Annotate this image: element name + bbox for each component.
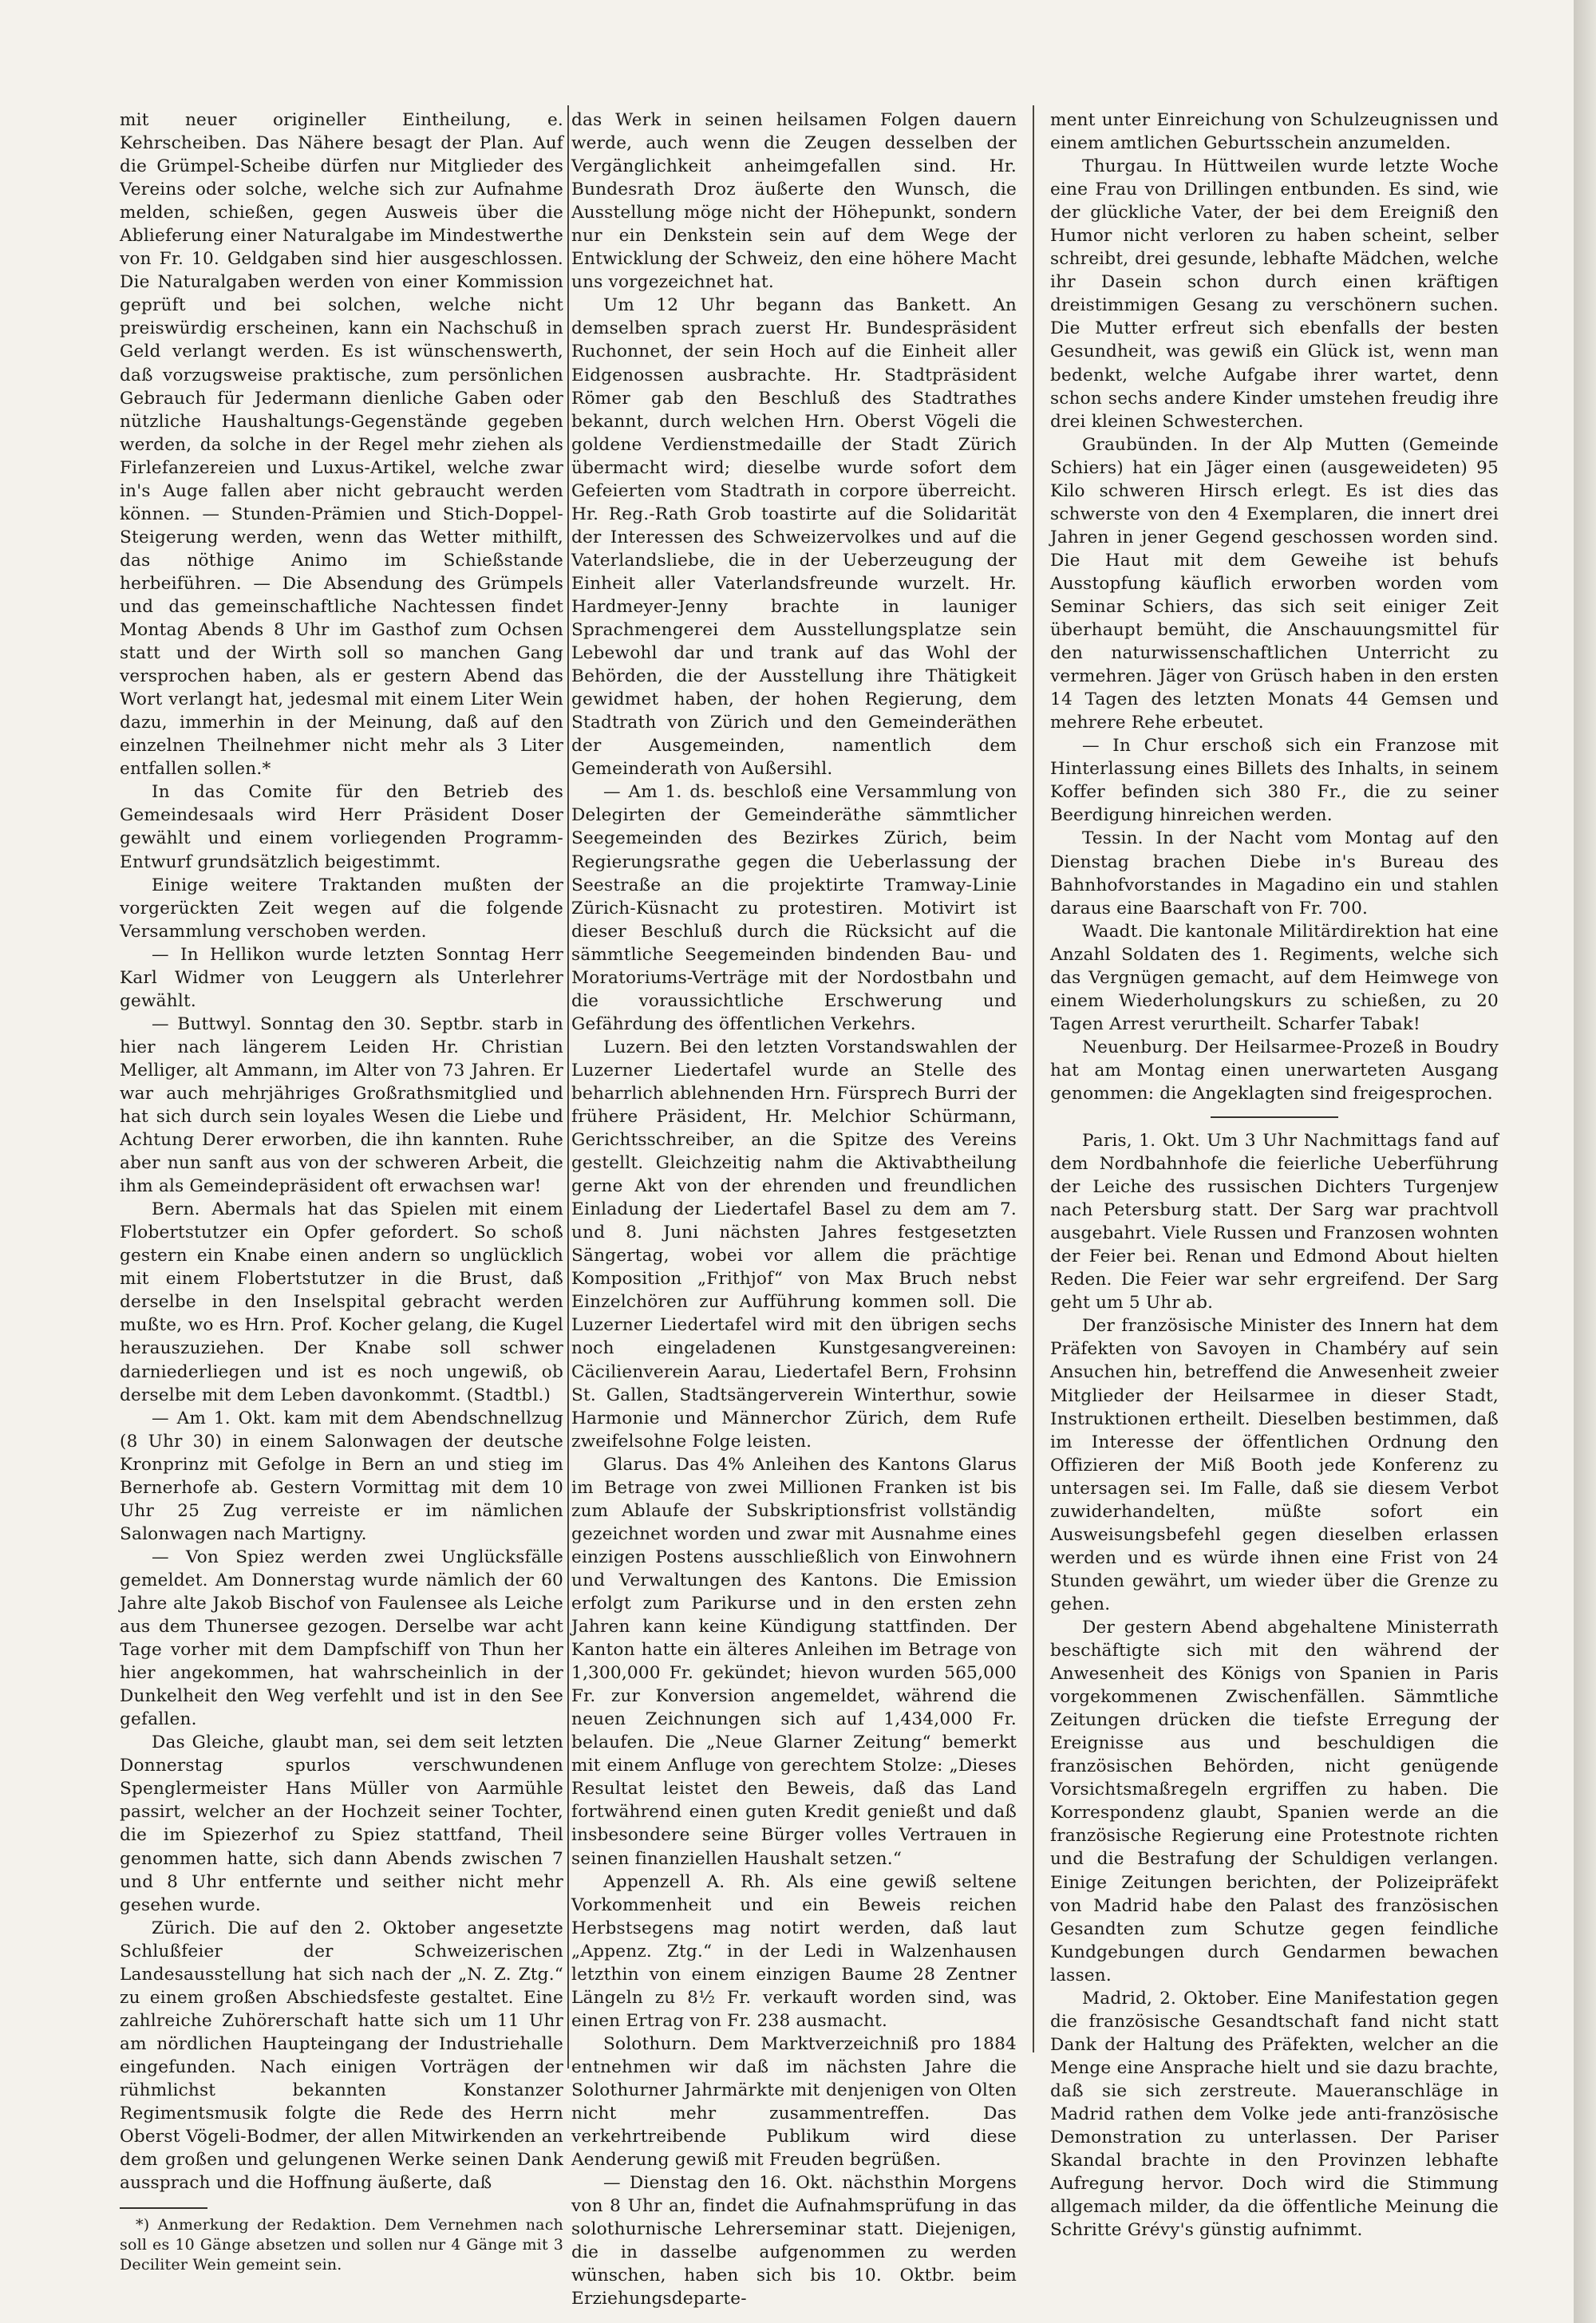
article-paragraph: Glarus. Das 4% Anleihen des Kantons Glarus im Betrage von zwei Millionen Franken ist bis zum Ablaufe der Subskriptionsfrist vollständig gezeichnet worden und zwar mit Ausnahme eines einzigen Postens ausschließlich von Einwohnern und Verwaltungen des Kantons. Die Emission erfolgt zum Parikurse und in den ersten zehn Jahren kann keine Kündigung stattfinden. Der Kanton hatte ein älteres Anleihen im Betrage von 1,300,000 Fr. gekündet; hievon wurden 565,000 Fr. zur Konversion angemeldet, während die neuen Zeichnungen sich auf 1,434,000 Fr. belaufen. Die „Neue Glarner Zeitung“ bemerkt mit einem Anfluge von gerechtem Stolze: „Dieses Resultat leistet den Beweis, daß das Land fortwährend einen guten Kredit genießt und daß insbesondere seine Bürger volles Vertrauen in seinen finanziellen Haushalt setzen.“ (571, 1454, 1017, 1869)
footnote-text: *) Anmerkung der Redaktion. Dem Vernehmen nach soll es 10 Gänge absetzen und sollen nur 4 Gänge mit 3 Deciliter Wein gemeint sein. (120, 2216, 563, 2274)
article-paragraph: — Am 1. Okt. kam mit dem Abendschnellzug (8 Uhr 30) in einem Salonwagen der deutsche Kronprinz mit Gefolge in Bern an und stieg im Bernerhofe ab. Gestern Vormittag mit dem 10 Uhr 25 Zug verreiste er im nämlichen Salonwagen nach Martigny. (120, 1408, 563, 1544)
article-paragraph: Neuenburg. Der Heilsarmee-Prozeß in Boudry hat am Montag einen unerwarteten Ausgang genommen: die Angeklagten sind freigesprochen. (1050, 1037, 1499, 1104)
article-paragraph: Zürich. Die auf den 2. Oktober angesetzte Schlußfeier der Schweizerischen Landesausstellung hat sich nach der „N. Z. Ztg.“ zu einem großen Abschiedsfeste gestaltet. Eine zahlreiche Zuhörerschaft hatte sich um 11 Uhr am nördlichen Haupteingang der Industriehalle eingefunden. Nach einigen Vorträgen der rühmlichst bekannten Konstanzer Regimentsmusik folgte die Rede des Herrn Oberst Vögeli-Bodmer, der allen Mitwirkenden an dem großen und gelungenen Werke seinen Dank aussprach und die Hoffnung äußerte, daß (120, 1918, 563, 2194)
article-paragraph: Einige weitere Traktanden mußten der vorgerückten Zeit wegen auf die folgende Versammlung verschoben werden. (120, 875, 563, 942)
article-paragraph: — Dienstag den 16. Okt. nächsthin Morgens von 8 Uhr an, findet die Aufnahmsprüfung in das solothurnische Lehrerseminar statt. Diejenigen, die in dasselbe aufgenommen zu werden wünschen, haben sich bis 10. Oktbr. beim Erziehungsdeparte- (571, 2173, 1017, 2309)
article-paragraph: Luzern. Bei den letzten Vorstandswahlen der Luzerner Liedertafel wurde an Stelle des beharrlich ablehnenden Hrn. Fürsprech Burri der frühere Präsident, Hr. Melchior Schürmann, Gerichtsschreiber, an die Spitze des Vereins gestellt. Gleichzeitig nahm die Aktivabtheilung gerne Akt von der ehrenden und freundlichen Einladung der Liedertafel Basel zu dem am 7. und 8. Juni nächsten Jahres festgesetzten Sängertag, wobei vor allem die prächtige Komposition „Frithjof“ von Max Bruch nebst Einzelchören zur Aufführung kommen soll. Die Luzerner Liedertafel wird mit den übrigen sechs noch eingeladenen Kunstgesangvereinen: Cäcilienverein Aarau, Liedertafel Bern, Frohsinn St. Gallen, Stadtsängerverein Winterthur, sowie Harmonie und Männerchor Zürich, dem Rufe zweifelsohne Folge leisten. (571, 1037, 1017, 1452)
column-rule (567, 105, 569, 2068)
footnote (120, 2215, 563, 2275)
article-paragraph: mit neuer origineller Eintheilung, e. Kehrscheiben. Das Nähere besagt der Plan. Auf die Grümpel-Scheibe dürfen nur Mitglieder des Vereins oder solche, welche sich zur Aufnahme melden, schießen, gegen Ausweis über die Ablieferung einer Naturalgabe im Mindestwerthe von Fr. 10. Geldgaben sind hier ausgeschlossen. Die Naturalgaben werden von einer Kommission geprüft und bei solchen, welche nicht preiswürdig erscheinen, kann ein Nachschuß in Geld verlangt werden. Es ist wünschenswerth, daß vorzugsweise praktische, zum persönlichen Gebrauch für Jedermann dienliche Gaben oder nützliche Haushaltungs-Gegenstände gegeben werden, da solche in der Regel mehr ziehen als Firlefanzereien und Luxus-Artikel, welche zwar in's Auge fallen aber nicht gebraucht werden können. — Stunden-Prämien und Stich-Doppel-Steigerung werden, wenn das Wetter mithilft, das nöthige Animo im Schießstande herbeiführen. — Die Absendung des Grümpels und das gemeinschaftliche Nachtessen findet Montag Abends 8 Uhr im Gasthof zum Ochsen statt und der Wirth soll so manchen Gang versprochen haben, als er gestern Abend das Wort verlangt hat, jedesmal mit einem Liter Wein dazu, immerhin in der Meinung, daß auf den einzelnen Theilnehmer nicht mehr als 3 Liter entfallen sollen.* (120, 110, 563, 780)
article-paragraph: Um 12 Uhr begann das Bankett. An demselben sprach zuerst Hr. Bundespräsident Ruchonnet, der sein Hoch auf die Einheit aller Eidgenossen ausbrachte. Hr. Stadtpräsident Römer gab den Beschluß des Stadtrathes bekannt, durch welchen Hrn. Oberst Vögeli die goldene Verdienstmedaille der Stadt Zürich übermacht wird; dieselbe wurde sofort dem Gefeierten vom Stadtrath in corpore überreicht. Hr. Reg.-Rath Grob toastirte auf die Solidarität der Interessen des Schweizervolkes und auf die Vaterlandsliebe, die in der Ueberzeugung der Einheit aller Vaterlandsfreunde wurzelt. Hr. Hardmeyer-Jenny brachte in launiger Sprachmengerei dem Ausstellungsplatze sein Lebewohl dar und trank auf das Wohl der Behörden, die der Ausstellung ihre Thätigkeit gewidmet haben, der hohen Regierung, dem Stadtrath von Zürich und den Gemeinderäthen der Ausgemeinden, namentlich dem Gemeinderath von Außersihl. (571, 295, 1017, 780)
article-paragraph: Paris, 1. Okt. Um 3 Uhr Nachmittags fand auf dem Nordbahnhofe die feierliche Ueberführung der Leiche des russischen Dichters Turgenjew nach Petersburg statt. Der Sarg war prachtvoll ausgebahrt. Viele Russen und Franzosen wohnten der Feier bei. Renan und Edmond About hielten Reden. Die Feier war sehr ergreifend. Der Sarg geht um 5 Uhr ab. (1050, 1131, 1499, 1314)
article-paragraph: Das Gleiche, glaubt man, sei dem seit letzten Donnerstag spurlos verschwundenen Spenglermeister Hans Müller von Aarmühle passirt, welcher an der Hochzeit seiner Tochter, die im Spiezerhof zu Spiez stattfand, Theil genommen hatte, sich dann Abends zwischen 7 und 8 Uhr entfernte und seither nicht mehr gesehen wurde. (120, 1732, 563, 1915)
page-edge-shadow (1574, 0, 1596, 2323)
column-1 (120, 109, 563, 2275)
article-paragraph: Appenzell A. Rh. Als eine gewiß seltene Vorkommenheit und ein Beweis reichen Herbstsegens mag notirt werden, daß laut „Appenz. Ztg.“ in der Ledi in Walzenhausen letzthin von einem einzigen Baume 28 Zentner Längeln zu 8½ Fr. verkauft worden sind, was einen Ertrag von Fr. 238 ausmacht. (571, 1871, 1017, 2031)
article-paragraph: das Werk in seinen heilsamen Folgen dauern werde, auch wenn die Zeugen desselben der Vergänglichkeit anheimgefallen sind. Hr. Bundesrath Droz äußerte den Wunsch, die Ausstellung möge nicht der Höhepunkt, sondern nur ein Denkstein sein auf dem Wege der Entwicklung der Schweiz, den eine höhere Macht uns vorgezeichnet hat. (571, 110, 1017, 293)
column-rule (1033, 105, 1034, 2052)
column-3 (1050, 109, 1499, 2242)
article-paragraph: — In Chur erschoß sich ein Franzose mit Hinterlassung eines Billets des Inhalts, in seinem Koffer befinden sich 380 Fr., die zu seiner Beerdigung hinreichen werden. (1050, 736, 1499, 826)
article-paragraph: — In Hellikon wurde letzten Sonntag Herr Karl Widmer von Leuggern als Unterlehrer gewählt. (120, 944, 563, 1011)
article-paragraph: Der gestern Abend abgehaltene Ministerrath beschäftigte sich mit den während der Anwesenheit des Königs von Spanien in Paris vorgekommenen Zwischenfällen. Sämmtliche Zeitungen drücken die tiefste Erregung der Ereignisse aus und beschuldigen die französischen Behörden, nicht genügende Vorsichtsmaßregeln ergriffen zu haben. Die Korrespondenz glaubt, Spanien werde an die französische Regierung eine Protestnote richten und die Bestrafung der Schuldigen verlangen. Einige Zeitungen berichten, der Polizeipräfekt von Madrid habe den Palast des französischen Gesandten zum Schutze gegen feindliche Kundgebungen durch Gendarmen bewachen lassen. (1050, 1618, 1499, 1985)
article-paragraph: — Von Spiez werden zwei Unglücksfälle gemeldet. Am Donnerstag wurde nämlich der 60 Jahre alte Jakob Bischof von Faulensee als Leiche aus dem Thunersee gezogen. Derselbe war acht Tage vorher mit dem Dampfschiff von Thun her hier angekommen, hat wahrscheinlich in der Dunkelheit den Weg verfehlt und ist in den See gefallen. (120, 1547, 563, 1730)
article-paragraph: Bern. Abermals hat das Spielen mit einem Flobertstutzer ein Opfer gefordert. So schoß gestern ein Knabe einen andern so unglücklich mit einem Flobertstutzer in die Brust, daß derselbe in den Inselspital gebracht werden mußte, wo es Hrn. Prof. Kocher gelang, die Kugel herauszuziehen. Der Knabe soll schwer darniederliegen und ist es noch ungewiß, ob derselbe mit dem Leben davonkommt. (Stadtbl.) (120, 1199, 563, 1405)
column-2 (571, 109, 1017, 2310)
article-paragraph: Solothurn. Dem Marktverzeichniß pro 1884 entnehmen wir daß im nächsten Jahre die Solothurner Jahrmärkte mit denjenigen von Olten nicht mehr zusammentreffen. Das verkehrtreibende Publikum wird diese Aenderung gewiß mit Freuden begrüßen. (571, 2033, 1017, 2171)
article-paragraph: In das Comite für den Betrieb des Gemeindesaals wird Herr Präsident Doser gewählt und einem vorliegenden Programm-Entwurf grundsätzlich beigestimmt. (120, 782, 563, 872)
article-paragraph: Tessin. In der Nacht vom Montag auf den Dienstag brachen Diebe in's Bureau des Bahnhofvorstandes in Magadino ein und stahlen daraus eine Baarschaft von Fr. 700. (1050, 828, 1499, 919)
article-paragraph: — Buttwyl. Sonntag den 30. Septbr. starb in hier nach längerem Leiden Hr. Christian Melliger, alt Ammann, im Alter von 73 Jahren. Er war auch mehrjähriges Großrathsmitglied und hat sich durch sein loyales Wesen die Liebe und Achtung Derer erworben, die ihn kannten. Ruhe aber nun sanft aus von der schweren Arbeit, die ihm als Gemeindepräsident oft erwachsen war! (120, 1013, 563, 1197)
article-paragraph: Waadt. Die kantonale Militärdirektion hat eine Anzahl Soldaten des 1. Regiments, welche sich das Vergnügen gemacht, auf dem Heimwege von einem Wiederholungskurs zu schießen, zu 20 Tagen Arrest verurtheilt. Scharfer Tabak! (1050, 921, 1499, 1034)
footnote-rule (120, 2207, 207, 2209)
article-paragraph: — Am 1. ds. beschloß eine Versammlung von Delegirten der Gemeinderäthe sämmtlicher Seegemeinden des Bezirkes Zürich, beim Regierungsrathe gegen die Ueberlassung der Seestraße an die projektirte Tramway-Linie Zürich-Küsnacht zu protestiren. Motivirt ist dieser Beschluß durch die Rücksicht auf die sämmtliche Seegemeinden bindenden Bau- und Moratoriums-Verträge mit der Nordostbahn und die voraussichtliche Erschwerung und Gefährdung des öffentlichen Verkehrs. (571, 782, 1017, 1034)
article-paragraph: Thurgau. In Hüttweilen wurde letzte Woche eine Frau von Drillingen entbunden. Es sind, wie der glückliche Vater, der bei dem Ereigniß den Humor nicht verloren zu haben scheint, selber schreibt, drei gesunde, lebhafte Mädchen, welche ihr Dasein schon durch einen kräftigen dreistimmigen Gesang zu verschönern suchen. Die Mutter erfreut sich ebenfalls der besten Gesundheit, was gewiß ein Glück ist, wenn man bedenkt, welche Aufgabe ihrer wartet, denn schon sechs andere Kinder umstehen freudig ihre drei kleinen Schwesterchen. (1050, 156, 1499, 432)
article-paragraph: Madrid, 2. Oktober. Eine Manifestation gegen die französische Gesandtschaft fand nicht statt Dank der Haltung des Präfekten, welcher an die Menge eine Ansprache hielt und sie dazu brachte, daß sie sich zerstreute. Maueranschläge in Madrid rathen dem Volke jede anti-französische Demonstration zu unterlassen. Der Pariser Skandal brachte in den Provinzen lebhafte Aufregung hervor. Doch wird die Stimmung allgemach milder, da die öffentliche Meinung die Schritte Grévy's günstig aufnimmt. (1050, 1988, 1499, 2241)
article-paragraph: Graubünden. In der Alp Mutten (Gemeinde Schiers) hat ein Jäger einen (ausgeweideten) 95 Kilo schweren Hirsch erlegt. Es ist dies das schwerste von den 4 Exemplaren, die innert drei Jahren in jener Gegend geschossen worden sind. Die Haut mit dem Geweihe ist behufs Ausstopfung käuflich erworben worden vom Seminar Schiers, das sich seit einiger Zeit überhaupt bemüht, die Anschauungsmittel für den naturwissenschaftlichen Unterricht zu vermehren. Jäger von Grüsch haben in den ersten 14 Tagen des letzten Monats 44 Gemsen und mehrere Rehe erbeutet. (1050, 434, 1499, 733)
article-paragraph: Der französische Minister des Innern hat dem Präfekten von Savoyen in Chambéry auf sein Ansuchen hin, betreffend die Anwesenheit zweier Mitglieder der Heilsarmee in dieser Stadt, Instruktionen ertheilt. Dieselben bestimmen, daß im Interesse der öffentlichen Ordnung den Offizieren der Miß Booth jede Konferenz zu untersagen sei. Im Falle, daß sie diesem Verbot zuwiderhandelten, müßte sofort ein Ausweisungsbefehl gegen dieselben erlassen werden und es würde ihnen eine Frist von 24 Stunden gewährt, um wieder über die Grenze zu gehen. (1050, 1316, 1499, 1614)
article-paragraph: ment unter Einreichung von Schulzeugnissen und einem amtlichen Geburtsschein anzumelden. (1050, 110, 1499, 154)
section-divider (1211, 1116, 1338, 1118)
